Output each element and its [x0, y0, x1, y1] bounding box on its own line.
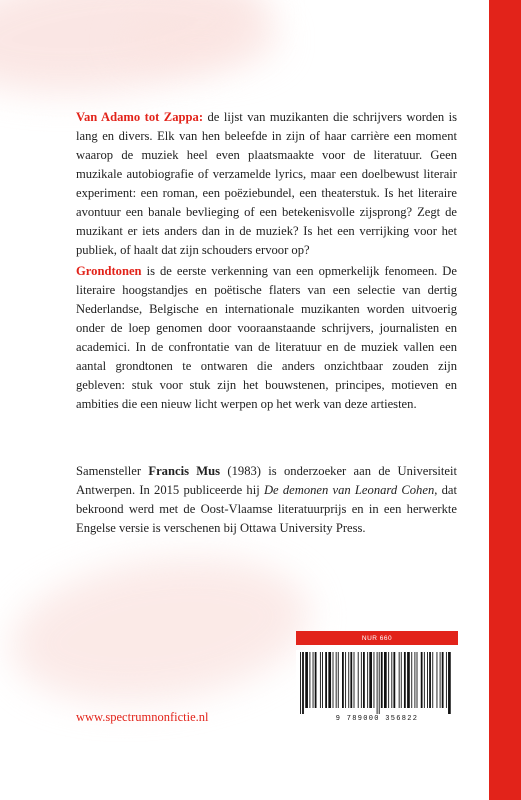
barcode-bar — [369, 652, 372, 708]
barcode-bar — [437, 652, 438, 708]
barcode-bar — [401, 652, 402, 708]
barcode-bar — [421, 652, 423, 708]
spine-red-band — [489, 0, 521, 800]
barcode-bar — [354, 652, 355, 708]
blurb-paragraph-1 — [76, 108, 457, 260]
barcode-bar — [322, 652, 323, 708]
barcode-bar — [350, 652, 352, 708]
barcode-bars — [296, 650, 458, 714]
barcode-bar — [407, 652, 410, 708]
barcode-bar — [367, 652, 368, 708]
barcode-bar — [404, 652, 406, 708]
barcode-bar — [309, 652, 310, 708]
barcode-bar — [338, 652, 339, 708]
barcode-bar — [432, 652, 433, 708]
barcode-bar — [414, 652, 415, 708]
barcode-bar — [379, 652, 380, 714]
watercolor-splash-top-light — [120, 10, 280, 70]
barcode-bar — [315, 652, 317, 708]
barcode-bar — [388, 652, 389, 708]
ean-digits: 9 789000 356822 — [335, 715, 419, 723]
publisher-website[interactable]: www.spectrumnonfictie.nl — [76, 710, 209, 724]
barcode-bar — [446, 652, 447, 708]
barcode-bar — [300, 652, 301, 714]
barcode-bar — [313, 652, 314, 708]
barcode-bar — [305, 652, 308, 708]
barcode-bar — [429, 652, 431, 708]
barcode-bar — [320, 652, 321, 708]
barcode-bar — [302, 652, 304, 714]
barcode-bar — [361, 652, 362, 708]
barcode-bar — [377, 652, 378, 714]
barcode-bar — [333, 652, 334, 708]
barcode-bar — [384, 652, 387, 708]
bio-text-b: , dat bekroond werd met de Oost-Vlaamse literatuurprijs en in een herwerkte Engelse versie is verschenen bij Ottawa University Press. — [76, 483, 458, 535]
barcode-bar — [399, 652, 400, 708]
barcode-bar — [427, 652, 428, 708]
barcode-bar — [348, 652, 349, 708]
barcode-bar — [442, 652, 444, 708]
barcode-bar — [417, 652, 418, 708]
bio-prefix: Samensteller — [76, 464, 142, 478]
barcode-bar — [411, 652, 412, 708]
barcode-bar — [393, 652, 395, 708]
bio-text-a: (1983) is onderzoeker aan de Universiteit Antwerpen. In 2015 publiceerde hij — [76, 464, 458, 497]
nur-label: NUR 660 — [296, 631, 458, 645]
barcode-bar — [325, 652, 327, 708]
barcode-bar — [448, 652, 451, 714]
barcode-bar — [336, 652, 337, 708]
blurb-text-2: is de eerste verkenning van een opmerkelijk fenomeen. De literaire hoogstandjes en poëtische flaters van een selectie van dertig Nederlandse, Belgische en internationale muzikanten worden uitvoerig onder de loep genomen door vooraanstaande schrijvers, journalisten en academici. In de confrontatie van de literatuur en de muziek vallen een aantal grondtonen te ontwaren die anders onzichtbaar zouden zijn gebleven: stuk voor stuk zijn het bouwstenen, principes, motieven en ambities die een nieuw licht werpen op het werk van deze artiesten. — [76, 264, 457, 411]
barcode-bar — [440, 652, 441, 708]
blurb-lead-1: Van Adamo tot Zappa: — [76, 110, 204, 124]
blurb-lead-2: Grondtonen — [76, 264, 142, 278]
barcode-bar — [381, 652, 383, 708]
blurb-text-1: de lijst van muzikanten die schrijvers worden is lang en divers. Elk van hen beleefde in zijn of haar carrière een moment waarop de muziek heel even plaatsmaakte voor de literatuur. Geen muzikale autobiografie of verzamelde lyrics, maar een doelbewust literair experiment: een roman, een poëziebundel, een theaterstuk. Is het literaire avontuur een banale bevlieging of een betekenisvolle zijsprong? Zegt de muzikant er iets anders dan in de muziek? Is het een verrijking voor het publiek, of haalt dat zijn schouders ervoor op? — [76, 110, 457, 257]
book-title: De demonen van Leonard Cohen — [263, 483, 435, 497]
barcode-bar — [358, 652, 359, 708]
blurb-paragraph-2 — [76, 262, 457, 414]
barcode-bar — [345, 652, 346, 708]
barcode-bar — [363, 652, 365, 708]
barcode-bar — [391, 652, 392, 708]
barcode-bar — [328, 652, 331, 708]
barcode-bar — [374, 652, 375, 708]
author-name: Francis Mus — [148, 464, 221, 478]
author-bio — [76, 462, 457, 538]
barcode-bar — [424, 652, 425, 708]
watercolor-splash-bottom — [2, 540, 319, 720]
barcode-bar — [342, 652, 344, 708]
